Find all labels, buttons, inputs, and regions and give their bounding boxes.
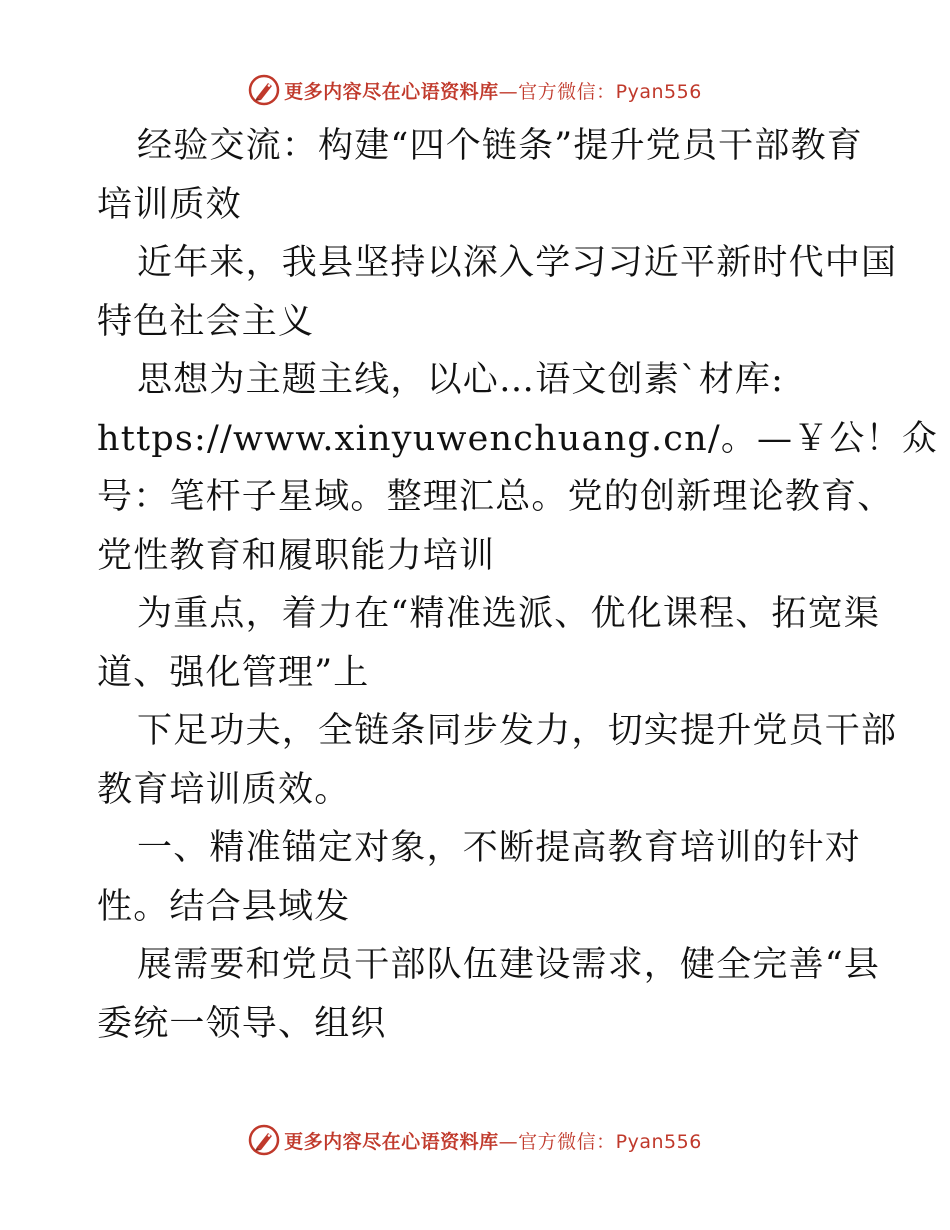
footer-banner-text [284,1127,702,1154]
text-line: 号：笔杆子星域。整理汇总。党的创新理论教育、 [97,477,894,517]
header-brand: 更多内容尽在心语资料库 [284,80,499,103]
text-line: 展需要和党员干部队伍建设需求，健全完善“县 [137,945,881,985]
header-banner [0,70,950,110]
text-line: 培训质效 [97,184,242,225]
footer-separator: — [498,1130,519,1153]
header-banner-text [284,77,702,104]
text-line: 一、精准锚定对象，不断提高教育培训的针对 [137,828,862,868]
text-line: 近年来，我县坚持以深入学习习近平新时代中国 [137,243,898,283]
text-line: https://www.xinyuwenchuang.cn/。—￥公！众 [97,418,939,459]
text-line: 下足功夫，全链条同步发力，切实提升党员干部 [137,711,898,751]
text-line: 为重点，着力在“精准选派、优化课程、拓宽渠 [137,594,881,634]
text-line: 党性教育和履职能力培训 [97,535,496,576]
text-line: 性。结合县域发 [97,886,351,927]
text-line: 道、强化管理”上 [97,652,370,693]
text-line: 经验交流：构建“四个链条”提升党员干部教育 [137,126,863,166]
footer-banner [0,1120,950,1160]
header-banner-inner [248,74,702,106]
text-line: 思想为主题主线，以心…语文创素`材库: [137,360,785,400]
footer-brand: 更多内容尽在心语资料库 [284,1130,499,1153]
text-line: 委统一领导、组织 [97,1003,387,1044]
header-wechat: 官方微信：Pyan556 [518,80,702,103]
footer-wechat: 官方微信：Pyan556 [518,1130,702,1153]
text-line: 特色社会主义 [97,301,315,342]
header-separator: — [498,80,519,103]
text-line: 教育培训质效。 [97,769,351,810]
document-body [97,117,939,1053]
pen-nib-logo-icon [248,1124,280,1156]
pen-nib-logo-icon [248,74,280,106]
footer-banner-inner [248,1124,702,1156]
